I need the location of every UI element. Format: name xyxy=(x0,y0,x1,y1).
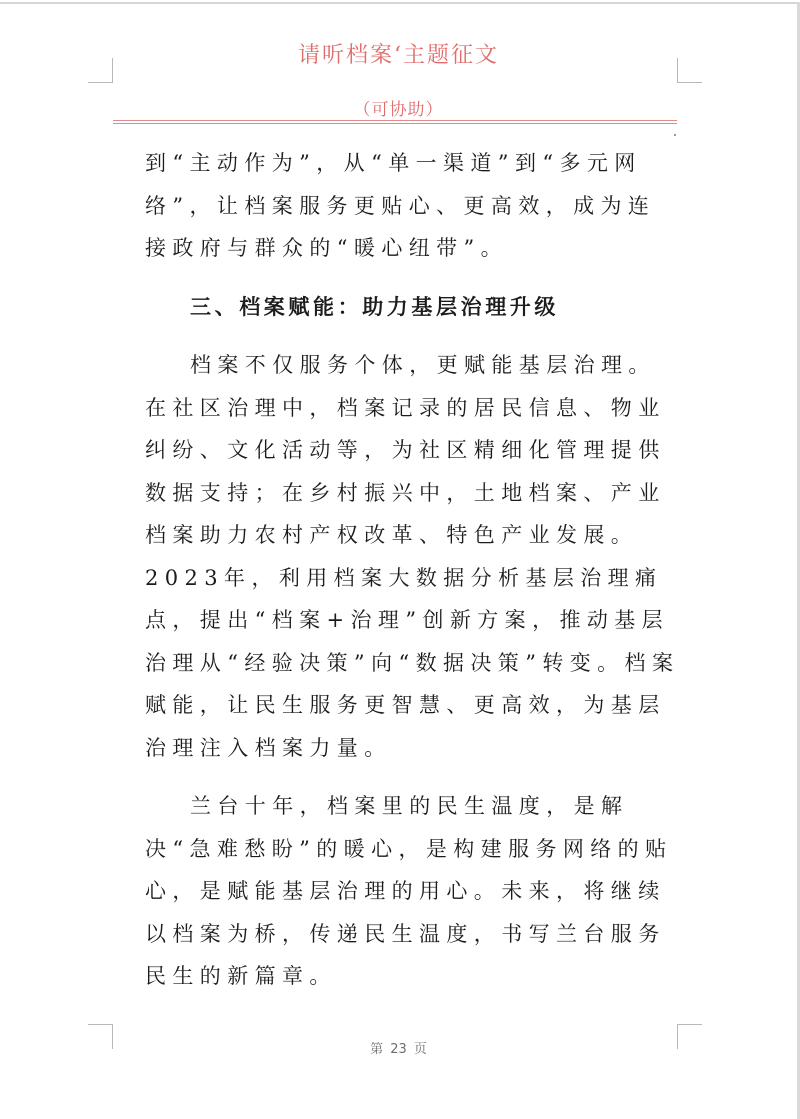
page-number: 第 23 页 xyxy=(370,1042,427,1057)
paragraph: 档案不仅服务个体，更赋能基层治理。在社区治理中，档案记录的居民信息、物业纠纷、文化活动等，为社区精细化管理提供数据支持；在乡村振兴中，土地档案、产业档案助力农村产权改革、特色产业发展。2023年，利用档案大数据分析基层治理痛点，提出“档案+治理”创新方案，推动基层治理从“经验决策”向“数据决策”转变。档案赋能，让民生服务更智慧、更高效，为基层治理注入档案力量。 xyxy=(145,353,680,760)
header-subtitle: （可协助） xyxy=(353,100,444,120)
document-body xyxy=(145,142,681,998)
paragraph-continuation: 到“主动作为”，从“单一渠道”到“多元网络”，让档案服务更贴心、更高效，成为连接政府与群众的“暖心纽带”。 xyxy=(145,151,656,260)
header-double-rule xyxy=(113,120,677,124)
paragraph-closing: 兰台十年，档案里的民生温度，是解决“急难愁盼”的暖心，是构建服务网络的贴心，是赋能基层治理的用心。未来，将继续以档案为桥，传递民生温度，书写兰台服务民生的新篇章。 xyxy=(145,794,673,988)
header-marker-dot xyxy=(674,134,676,136)
window-top-border xyxy=(0,2,800,4)
header-title: 请听档案‘主题征文 xyxy=(298,43,499,68)
section-heading: 三、档案赋能：助力基层治理升级 xyxy=(190,293,559,319)
